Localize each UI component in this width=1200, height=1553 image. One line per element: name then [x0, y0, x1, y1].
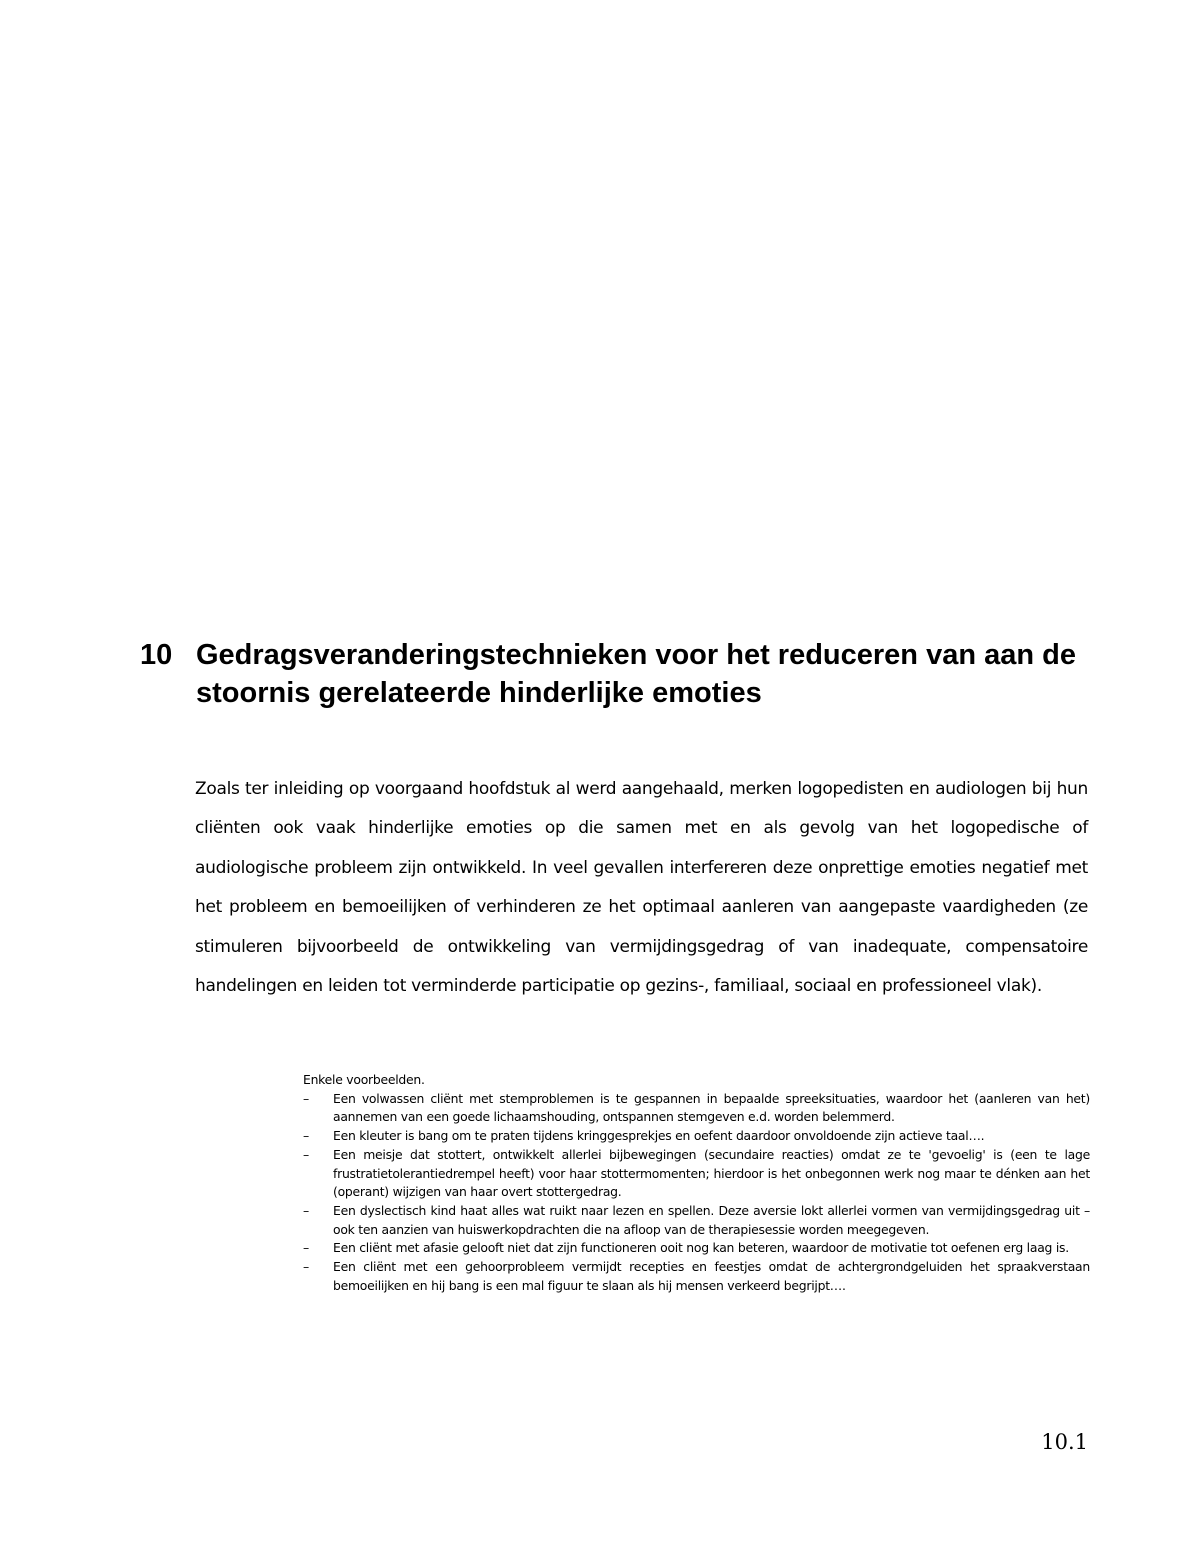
page-number: 10.1 [1041, 1430, 1088, 1454]
list-item-text: Een dyslectisch kind haat alles wat ruikt naar lezen en spellen. Deze aversie lokt allerlei vormen van vermijdingsgedrag uit – ook ten aanzien van huiswerkopdrachten die na afloop van de therapiesessie worden meegegeven. [333, 1202, 1090, 1237]
list-item [303, 1146, 1090, 1202]
list-item-text: Een kleuter is bang om te praten tijdens kringgesprekjes en oefent daardoor onvoldoende zijn actieve taal…. [333, 1128, 985, 1144]
dash-bullet: – [303, 1090, 309, 1106]
dash-bullet: – [303, 1259, 309, 1275]
list-item [303, 1127, 1090, 1146]
examples-heading: Enkele voorbeelden. [303, 1072, 425, 1087]
dash-bullet: – [303, 1128, 309, 1144]
list-item [303, 1258, 1090, 1295]
dash-bullet: – [303, 1146, 309, 1162]
examples-block [303, 1071, 1090, 1295]
dash-bullet: – [303, 1202, 309, 1218]
intro-paragraph: Zoals ter inleiding op voorgaand hoofdstuk al werd aangehaald, merken logopedisten en audiologen bij hun cliënten ook vaak hinderlijke emoties op die samen met en als gevolg van het logopedische of audiologische probleem zijn ontwikkeld. In veel gevallen interfereren deze onprettige emoties negatief met het probleem en bemoeilijken of verhinderen ze het optimaal aanleren van aangepaste vaardigheden (ze stimuleren bijvoorbeeld de ontwikkeling van vermijdingsgedrag of van inadequate, compensatoire handelingen en leiden tot verminderde participatie op gezins-, familiaal, sociaal en professioneel vlak). [195, 779, 1088, 997]
list-item-text: Een volwassen cliënt met stemproblemen is te gespannen in bepaalde spreeksituaties, waardoor het (aanleren van het) aannemen van een goede lichaamshouding, ontspannen stemgeven e.d. worden belemmerd. [333, 1090, 1090, 1125]
list-item-text: Een cliënt met een gehoorprobleem vermijdt recepties en feestjes omdat de achtergrondgeluiden het spraakverstaan bemoeilijken en hij bang is een mal figuur te slaan als hij mensen verkeerd begrijpt…. [333, 1259, 1090, 1293]
list-item-text: Een meisje dat stottert, ontwikkelt allerlei bijbewegingen (secundaire reacties) omdat ze te 'gevoelig' is (een te lage frustratietolerantiedrempel heeft) voor haar stottermomenten; hierdoor is het onbegonnen werk nog maar te dénken aan het (operant) wijzigen van haar overt stottergedrag. [333, 1146, 1090, 1200]
list-item [303, 1202, 1090, 1239]
chapter-number: 10 [140, 639, 173, 671]
list-item [303, 1090, 1090, 1127]
list-item-text: Een cliënt met afasie gelooft niet dat zijn functioneren ooit nog kan beteren, waardoor de motivatie tot oefenen erg laag is. [333, 1240, 1069, 1256]
dash-bullet: – [303, 1240, 309, 1256]
examples-list [303, 1090, 1090, 1296]
chapter-title: Gedragsveranderingstechnieken voor het reduceren van aan de stoornis gerelateerde hinderlijke emoties [196, 639, 1076, 709]
list-item [303, 1239, 1090, 1258]
